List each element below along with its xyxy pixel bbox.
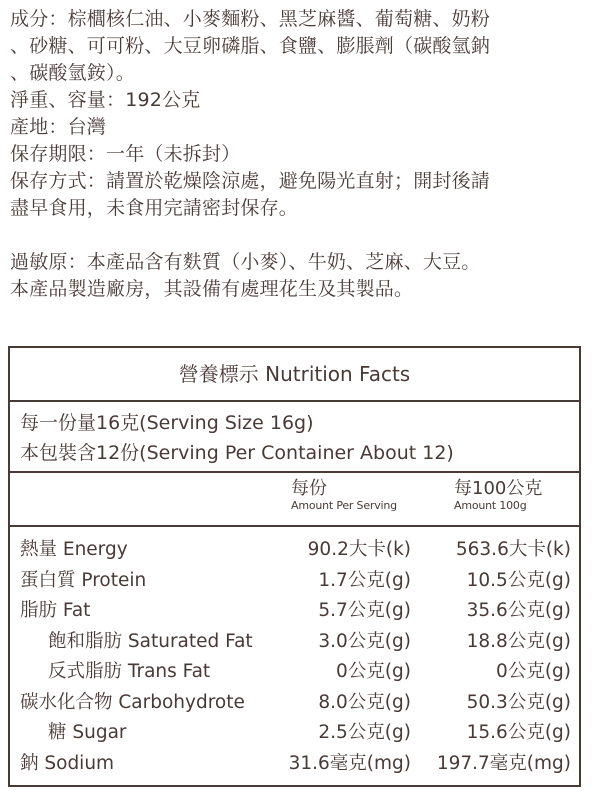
per-100g-value: 18.8公克(g) <box>466 630 571 652</box>
spacer <box>10 222 596 249</box>
per-100g-value: 15.6公克(g) <box>466 722 571 743</box>
nutrient-name: 飽和脂肪 Saturated Fat <box>48 630 253 652</box>
ingredients-line: 成分：棕櫚核仁油、小麥麵粉、黑芝麻醬、葡萄糖、奶粉 <box>10 8 491 30</box>
per-serving-value: 31.6毫克(mg) <box>288 752 411 774</box>
nutrient-name: 糖 Sugar <box>48 722 127 743</box>
nutrient-row-sodium <box>10 749 579 780</box>
allergen-line: 本產品製造廠房，其設備有處理花生及其製品。 <box>10 278 414 300</box>
origin: 產地：台灣 <box>10 116 107 138</box>
per-100g-value: 0公克(g) <box>496 661 571 682</box>
nutrient-name: 熱量 Energy <box>20 539 128 560</box>
column-headers <box>10 473 579 527</box>
nutrient-row-sugar <box>10 718 579 749</box>
per-serving-header <box>291 479 397 513</box>
per-serving-value: 0公克(g) <box>336 661 411 682</box>
nutrient-row-saturated-fat <box>10 627 579 658</box>
nutrient-row-protein <box>10 566 579 597</box>
per-serving-value: 90.2大卡(k) <box>307 539 411 560</box>
nutrient-row-energy <box>10 535 579 566</box>
per-serving-value: 3.0公克(g) <box>318 630 411 652</box>
nutrient-name: 脂肪 Fat <box>20 600 91 621</box>
nutrient-rows <box>10 527 579 779</box>
nutrition-title: 營養標示 Nutrition Facts <box>10 348 579 402</box>
shelf-life: 保存期限：一年（未拆封） <box>10 143 241 165</box>
nutrient-name: 碳水化合物 Carbohydrote <box>20 691 245 713</box>
per-serving-value: 8.0公克(g) <box>318 691 411 713</box>
nutrient-name: 蛋白質 Protein <box>20 569 147 591</box>
nutrient-name: 鈉 Sodium <box>20 752 115 774</box>
ingredients-line: 、碳酸氫銨）。 <box>10 62 135 84</box>
per-serving-value: 1.7公克(g) <box>318 569 411 591</box>
servings-per-container: 本包裝含12份(Serving Per Container About 12) <box>20 442 454 464</box>
serving-info <box>10 402 579 473</box>
per-serving-header-subtitle: Amount Per Serving <box>291 499 397 512</box>
storage-line: 盡早食用，未食用完請密封保存。 <box>10 197 299 219</box>
per-100g-value: 10.5公克(g) <box>466 569 571 591</box>
net-weight: 淨重、容量：192公克 <box>10 89 201 111</box>
ingredients-line: 、砂糖、可可粉、大豆卵磷脂、食鹽、膨脹劑（碳酸氫鈉 <box>10 35 491 57</box>
per-100g-value: 50.3公克(g) <box>466 691 571 713</box>
serving-size: 每一份量16克(Serving Size 16g) <box>20 412 314 434</box>
nutrition-facts-panel <box>8 346 581 787</box>
per-100g-header-title: 每100公克 <box>454 478 543 499</box>
per-100g-header-subtitle: Amount 100g <box>454 499 527 512</box>
per-serving-value: 5.7公克(g) <box>318 600 411 621</box>
nutrient-row-fat <box>10 596 579 627</box>
product-info <box>10 6 596 303</box>
per-100g-value: 197.7毫克(mg) <box>436 752 571 774</box>
per-serving-header-title: 每份 <box>291 478 327 499</box>
storage-line: 保存方式：請置於乾燥陰涼處，避免陽光直射；開封後請 <box>10 170 491 192</box>
per-100g-value: 563.6大卡(k) <box>455 539 571 560</box>
per-100g-value: 35.6公克(g) <box>466 600 571 621</box>
nutrient-name: 反式脂肪 Trans Fat <box>48 661 211 682</box>
allergen-line: 過敏原：本產品含有麩質（小麥）、牛奶、芝麻、大豆。 <box>10 251 481 273</box>
per-100g-header <box>454 479 542 513</box>
nutrient-row-trans-fat <box>10 657 579 688</box>
per-serving-value: 2.5公克(g) <box>318 722 411 743</box>
nutrient-row-carbohydrate <box>10 688 579 719</box>
